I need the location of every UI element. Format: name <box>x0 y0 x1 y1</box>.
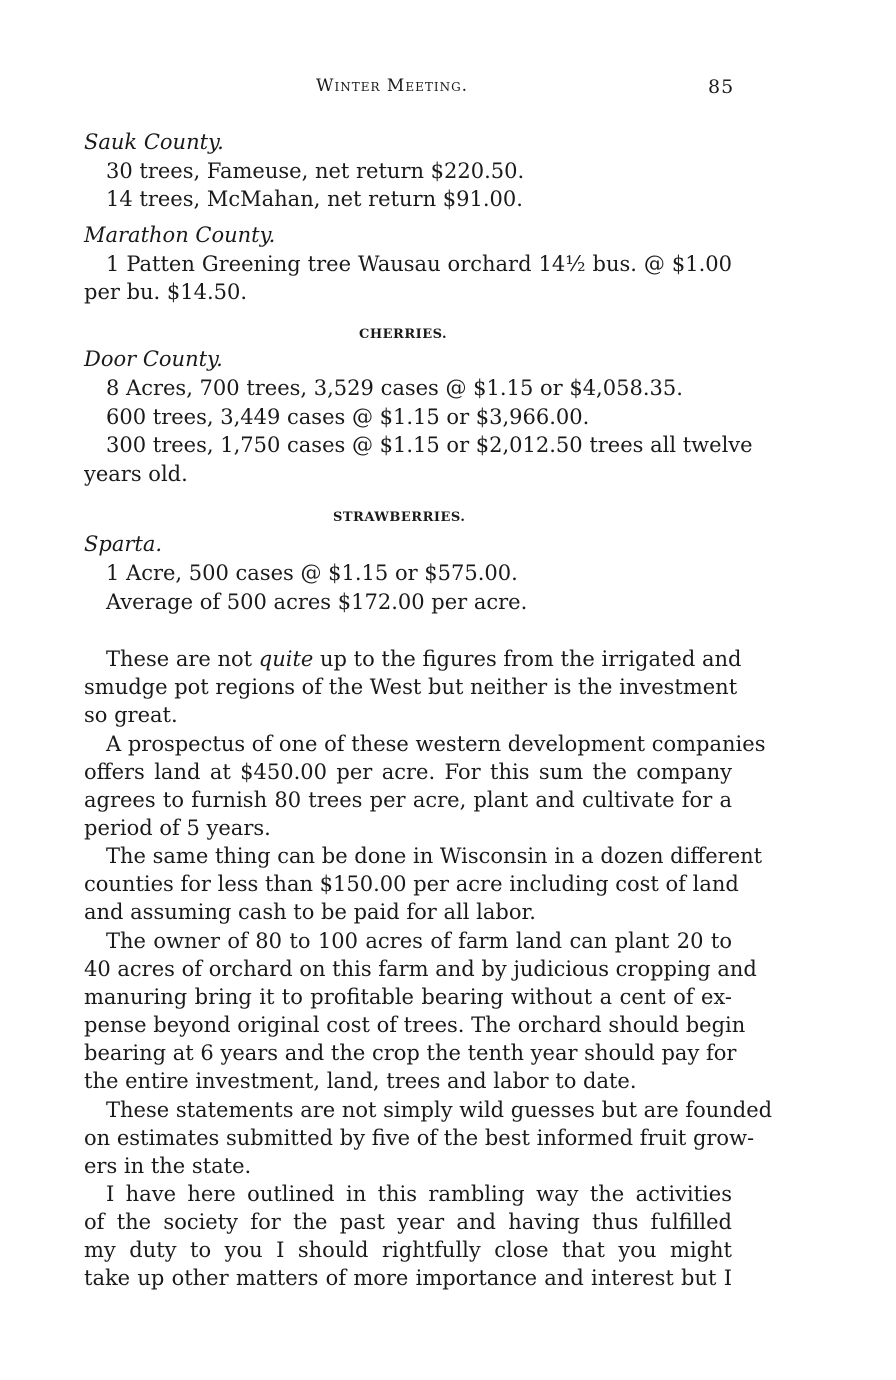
paragraph-line: and assuming cash to be paid for all labor. <box>84 900 536 924</box>
paragraph-line: smudge pot regions of the West but neither is the investment <box>84 675 738 699</box>
paragraph-line: period of 5 years. <box>84 816 271 840</box>
paragraph-line: ers in the state. <box>84 1154 252 1178</box>
place-heading-sparta: Sparta. <box>84 532 163 556</box>
emphasis-word: quite <box>258 647 314 671</box>
paragraph-line: counties for less than $150.00 per acre including cost of land <box>84 872 739 896</box>
county-heading-door: Door County. <box>84 347 223 371</box>
paragraph-line: the entire investment, land, trees and labor to date. <box>84 1069 637 1093</box>
record-line: 600 trees, 3,449 cases @ $1.15 or $3,966.00. <box>106 405 590 429</box>
paragraph-line: I have here outlined in this rambling way the activities <box>106 1182 732 1206</box>
paragraph-line: 40 acres of orchard on this farm and by judicious cropping and <box>84 957 757 981</box>
record-line: Average of 500 acres $172.00 per acre. <box>106 590 528 614</box>
page-number: 85 <box>708 76 735 98</box>
paragraph-line: my duty to you I should rightfully close that you might <box>84 1238 732 1262</box>
paragraph-line: agrees to furnish 80 trees per acre, plant and cultivate for a <box>84 788 732 812</box>
paragraph-line: These statements are not simply wild guesses but are founded <box>106 1098 773 1122</box>
record-line: 14 trees, McMahan, net return $91.00. <box>106 187 523 211</box>
paragraph-line: A prospectus of one of these western development companies <box>106 732 766 756</box>
record-line: 30 trees, Fameuse, net return $220.50. <box>106 159 525 183</box>
record-line: 1 Patten Greening tree Wausau orchard 14½ bus. @ $1.00 <box>106 252 732 276</box>
paragraph-line: The same thing can be done in Wisconsin in a dozen different <box>106 844 763 868</box>
paragraph-line: take up other matters of more importance and interest but I <box>84 1266 732 1290</box>
paragraph-line: pense beyond original cost of trees. The orchard should begin <box>84 1013 746 1037</box>
paragraph-line: The owner of 80 to 100 acres of farm land can plant 20 to <box>106 929 732 953</box>
record-line: 300 trees, 1,750 cases @ $1.15 or $2,012.50 trees all twelve <box>106 433 753 457</box>
county-heading-marathon: Marathon County. <box>84 223 276 247</box>
record-line: 8 Acres, 700 trees, 3,529 cases @ $1.15 or $4,058.35. <box>106 376 683 400</box>
paragraph-line: bearing at 6 years and the crop the tenth year should pay for <box>84 1041 737 1065</box>
paragraph-line: manuring bring it to profitable bearing without a cent of ex- <box>84 985 732 1009</box>
paragraph-line: of the society for the past year and having thus fulfilled <box>84 1210 732 1234</box>
section-heading-cherries: CHERRIES. <box>359 327 448 342</box>
county-heading-sauk: Sauk County. <box>84 130 224 154</box>
paragraph-line: on estimates submitted by five of the best informed fruit grow- <box>84 1126 755 1150</box>
record-line: per bu. $14.50. <box>84 280 248 304</box>
section-heading-strawberries: STRAWBERRIES. <box>333 510 466 525</box>
paragraph-line: offers land at $450.00 per acre. For this sum the company <box>84 760 732 784</box>
running-title: Winter Meeting. <box>316 76 469 96</box>
record-line: 1 Acre, 500 cases @ $1.15 or $575.00. <box>106 561 518 585</box>
paragraph-line: so great. <box>84 703 178 727</box>
record-line: years old. <box>84 462 188 486</box>
paragraph-line: These are not quite up to the figures from the irrigated and <box>106 647 742 671</box>
